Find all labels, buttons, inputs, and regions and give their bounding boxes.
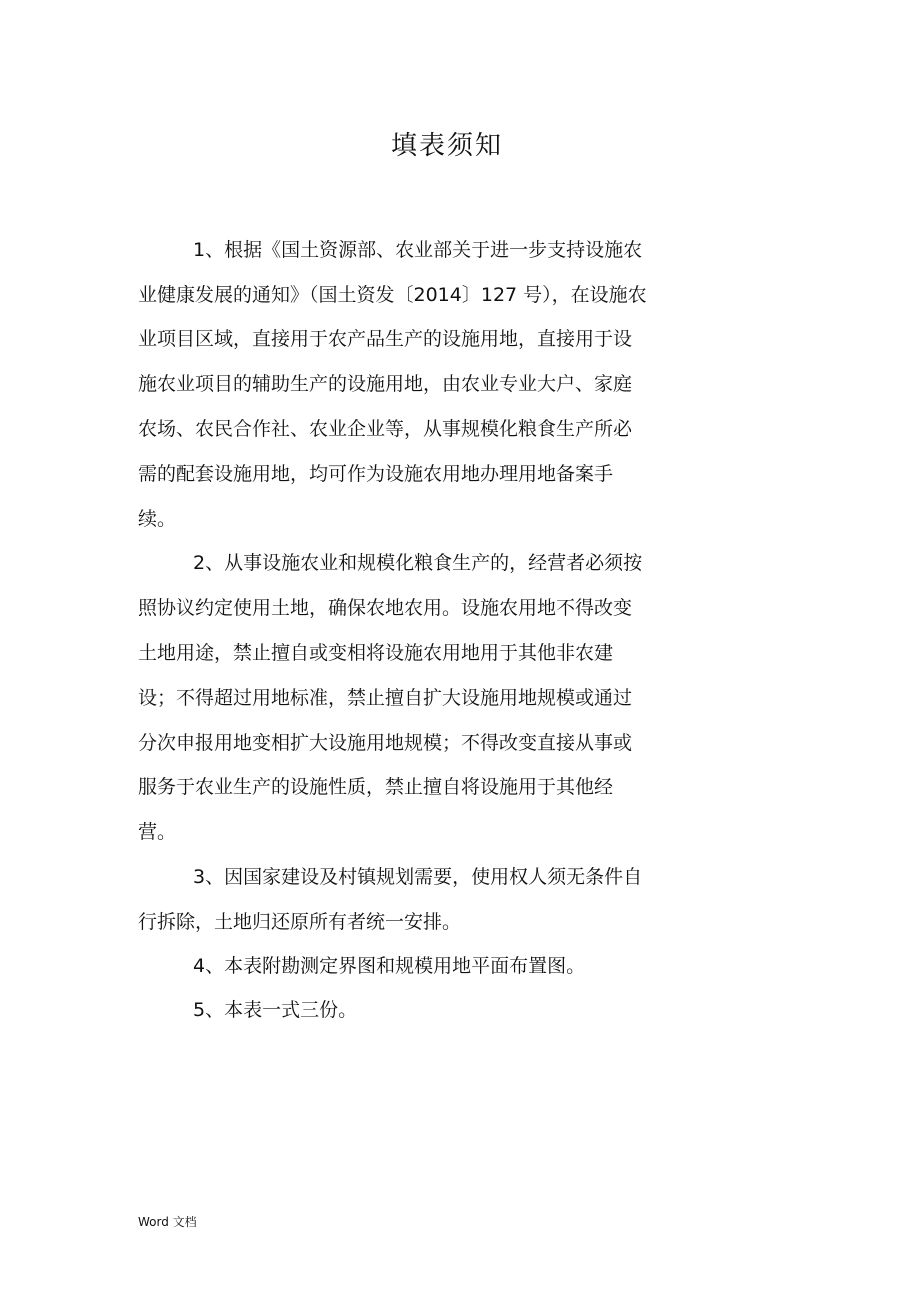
paragraph-2-line-6: 服务于农业生产的设施性质，禁止擅自将设施用于其他经 (138, 776, 614, 798)
paragraph-2-line-7: 营。 (138, 821, 177, 843)
paragraph-4-line-1: 4、本表附勘测定界图和规模用地平面布置图。 (193, 955, 586, 977)
paragraph-3-line-2: 行拆除，土地归还原所有者统一安排。 (138, 911, 462, 933)
footer-label: Word 文档 (138, 1215, 197, 1229)
paragraph-1-line-5: 农场、农民合作社、农业企业等，从事规模化粮食生产所必 (138, 418, 633, 440)
paragraph-1-line-1: 1、根据《国土资源部、农业部关于进一步支持设施农 (193, 239, 643, 261)
paragraph-1-line-2: 业健康发展的通知》（国土资发〔2014〕127 号），在设施农 (138, 284, 647, 306)
paragraph-5-line-1: 5、本表一式三份。 (193, 999, 358, 1021)
paragraph-1-line-7: 续。 (138, 508, 177, 530)
paragraph-1-line-6: 需的配套设施用地，均可作为设施农用地办理用地备案手 (138, 463, 614, 485)
paragraph-2-line-2: 照协议约定使用土地，确保农地农用。设施农用地不得改变 (138, 597, 633, 619)
paragraph-1-line-3: 业项目区域，直接用于农产品生产的设施用地，直接用于设 (138, 328, 633, 350)
paragraph-1-line-4: 施农业项目的辅助生产的设施用地，由农业专业大户、家庭 (138, 373, 633, 395)
paragraph-2-line-4: 设；不得超过用地标准，禁止擅自扩大设施用地规模或通过 (138, 687, 633, 709)
paragraph-2-line-3: 土地用途，禁止擅自或变相将设施农用地用于其他非农建 (138, 642, 614, 664)
paragraph-2-line-5: 分次申报用地变相扩大设施用地规模；不得改变直接从事或 (138, 732, 633, 754)
document-title: 填表须知 (390, 131, 503, 161)
paragraph-2-line-1: 2、从事设施农业和规模化粮食生产的，经营者必须按 (193, 552, 643, 574)
paragraph-3-line-1: 3、因国家建设及村镇规划需要，使用权人须无条件自 (193, 866, 643, 888)
